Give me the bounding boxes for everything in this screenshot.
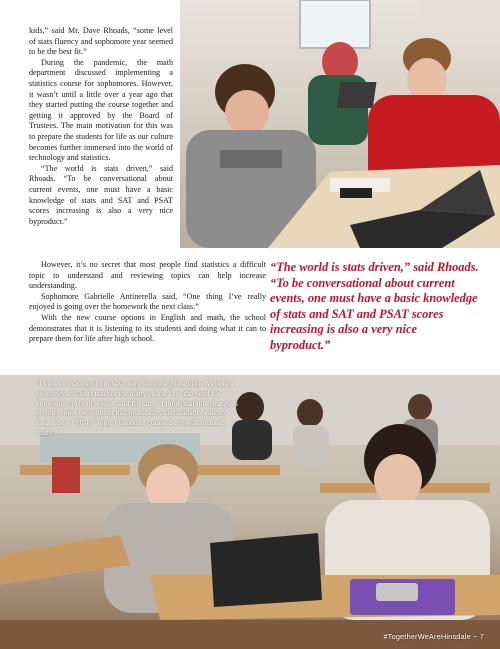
- photo-caption: “I believe that they both have very strong applicability. As both a geometry and stats teacher for many years, I see the need for knowledge in both areas,” said Rhoads. “I think that this change is giving proper recognition that probability and statistics can no longer be a “fill-in” topic of another course but needs focused study.”: [36, 379, 238, 437]
- footer-hashtag-page-number: #TogetherWeAreHinsdale ~ 7: [383, 632, 484, 641]
- article-continued: [29, 260, 266, 345]
- article-paragraph: With the new course options in English and math, the school demonstrates that it is listening to its students and doing what it can to prepare them for life after high school.: [29, 312, 266, 344]
- article-column-left: [29, 26, 173, 227]
- article-paragraph: kids,” said Mr. Dave Rhoads, “some level of stats fluency and sophomore year seemed to be the best fit.”: [29, 26, 173, 57]
- article-paragraph: “The world is stats driven,” said Rhoads. “To be conversational about current events, one must have a basic knowledge of stats and SAT and PSAT scores increasing is also a very nice byproduct.”: [29, 163, 173, 226]
- article-paragraph: During the pandemic, the math department discussed implementing a statistics course for sophomores. However, it wasn’t until a little over a year ago that they started putting the course together and getting it approved by the Board of Trustees. The main motivation for this was to prepare the students for life as our culture becomes further immersed into the world of technology and statistics.: [29, 57, 173, 163]
- article-paragraph: However, it’s no secret that most people find statistics a difficult topic to understand and reviewing topics can help increase understanding.: [29, 260, 266, 291]
- pull-quote: “The world is stats driven,” said Rhoads. “To be conversational about current events, one must have a basic knowledge of stats and SAT and PSAT scores increasing is also a very nice byproduct.”: [270, 260, 479, 352]
- classroom-photo-top: [180, 0, 500, 248]
- article-paragraph: Sophomore Gabrielle Antinerella said, “One thing I’ve really enjoyed is going over the homework the next class.”: [29, 291, 266, 312]
- classroom-photo-top-illustration: [180, 0, 500, 248]
